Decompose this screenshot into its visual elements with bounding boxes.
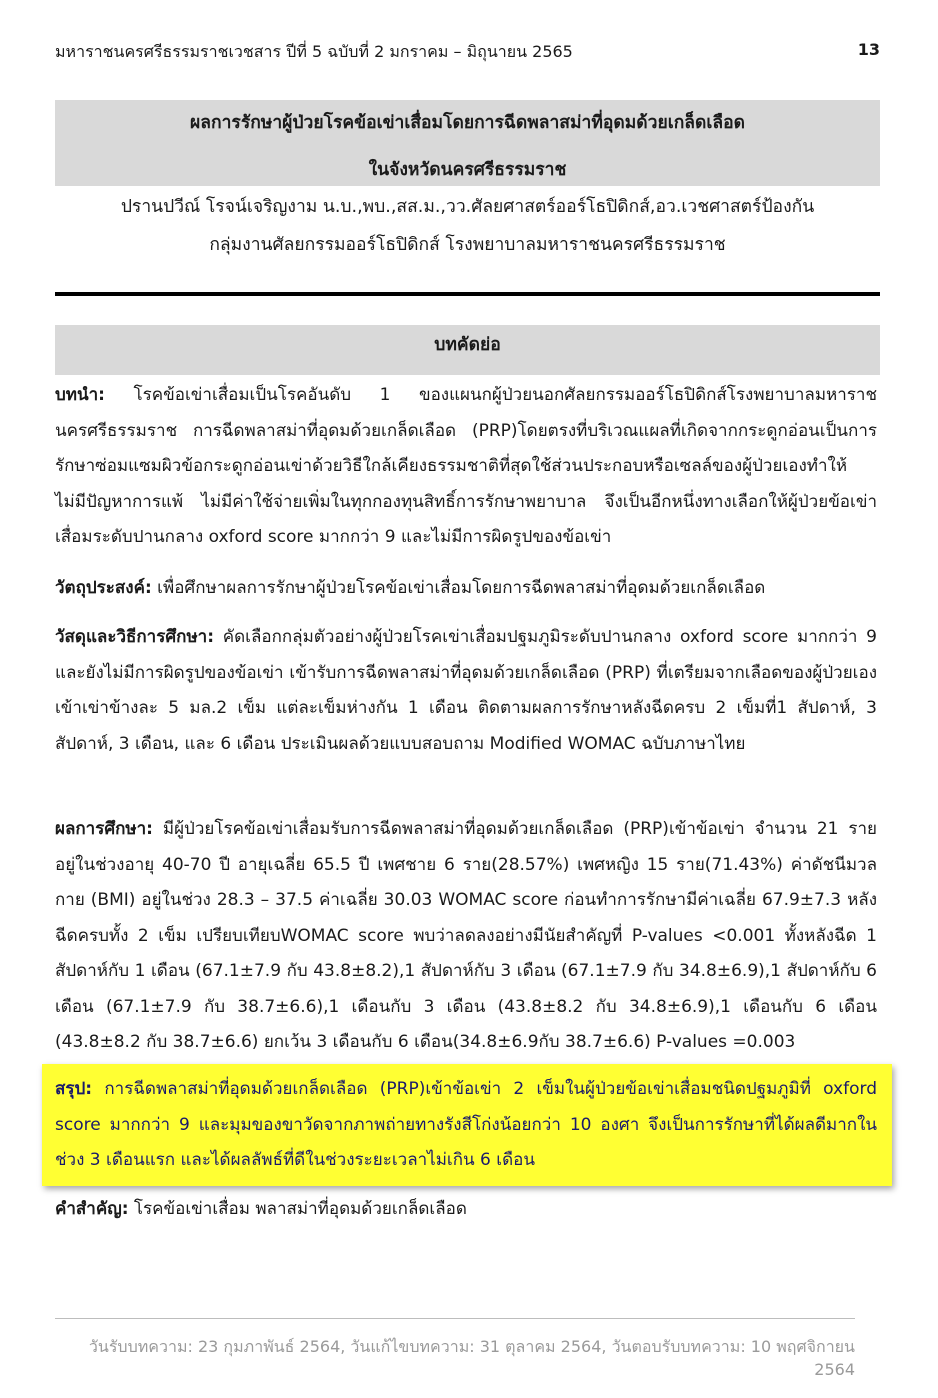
intro-label: บทนำ: <box>55 385 105 405</box>
objective-text: เพื่อศึกษาผลการรักษาผู้ป่วยโรคข้อเข่าเสื่อมโดยการฉีดพลาสม่าที่อุดมด้วยเกล็ดเลือด <box>151 578 766 598</box>
keywords-text: โรคข้อเข่าเสื่อม พลาสม่าที่อุดมด้วยเกล็ดเลือด <box>128 1199 467 1219</box>
running-head <box>55 40 880 65</box>
results-text: มีผู้ป่วยโรคข้อเข่าเสื่อมรับการฉีดพลาสม่าที่อุดมด้วยเกล็ดเลือด (PRP)เข้าข้อเข่า จำนวน 21 ราย อยู่ในช่วงอายุ 40-70 ปี อายุเฉลี่ย 65.5 ปี เพศชาย 6 ราย(28.57%) เพศหญิง 15 ราย(71.43%) ค่าดัชนีมวลกาย (BMI) อยู่ในช่วง 28.3 – 37.5 ค่าเฉลี่ย 30.03 WOMAC score ก่อนทำการรักษามีค่าเฉลี่ย 67.9±7.3 หลังฉีดครบทั้ง 2 เข็ม เปรียบเทียบWOMAC score พบว่าลดลงอย่างมีนัยสำคัญที่ P-values <0.001 ทั้งหลังฉีด 1 สัปดาห์กับ 1 เดือน (67.1±7.9 กับ 43.8±8.2),1 สัปดาห์กับ 3 เดือน (67.1±7.9 กับ 34.8±6.9),1 สัปดาห์กับ 6 เดือน (67.1±7.9 กับ 38.7±6.6),1 เดือนกับ 3 เดือน (43.8±8.2 กับ 34.8±6.9),1 เดือนกับ 6 เดือน (43.8±8.2 กับ 38.7±6.6) ยกเว้น 3 เดือนกับ 6 เดือน(34.8±6.9กับ 38.7±6.6) P-values =0.003 <box>55 819 877 1052</box>
article-title-line2: ในจังหวัดนครศรีธรรมราช <box>368 160 567 180</box>
divider-rule <box>55 292 880 296</box>
abstract-conclusion <box>55 1072 877 1179</box>
journal-running-head: มหาราชนครศรีธรรมราชเวชสาร ปีที่ 5 ฉบับที่ 2 มกราคม – มิถุนายน 2565 <box>55 42 573 61</box>
footer-dates: วันรับบทความ: 23 กุมภาพันธ์ 2564, วันแก้ไขบทความ: 31 ตุลาคม 2564, วันตอบรับบทความ: 10 พฤศจิกายน 2564 <box>88 1337 855 1379</box>
page-number: 13 <box>857 40 880 59</box>
abstract-results <box>55 812 877 1061</box>
author-name: ปรานปวีณ์ โรจน์เจริญงาม น.บ.,พบ.,สส.ม.,วว.ศัลยศาสตร์ออร์โธปิดิกส์,อว.เวชศาสตร์ป้องกัน <box>120 197 815 217</box>
keywords-label: คำสำคัญ: <box>55 1199 129 1219</box>
footer-rule <box>55 1318 855 1319</box>
conclusion-label: สรุป: <box>55 1079 93 1099</box>
objective-label: วัตถุประสงค์: <box>55 578 152 598</box>
abstract-keywords <box>55 1192 877 1228</box>
title-band <box>55 100 880 186</box>
methods-label: วัสดุและวิธีการศึกษา: <box>55 627 214 647</box>
abstract-objective <box>55 571 877 607</box>
abstract-intro <box>55 378 877 556</box>
results-label: ผลการศึกษา: <box>55 819 153 839</box>
abstract-heading: บทคัดย่อ <box>55 325 880 375</box>
author-affiliation: กลุ่มงานศัลยกรรมออร์โธปิดิกส์ โรงพยาบาลมหาราชนครศรีธรรมราช <box>209 235 726 255</box>
conclusion-highlight <box>42 1064 892 1186</box>
intro-text: โรคข้อเข่าเสื่อมเป็นโรคอันดับ 1 ของแผนกผู้ป่วยนอกศัลยกรรมออร์โธปิดิกส์โรงพยาบาลมหาราชนครศรีธรรมราช การฉีดพลาสม่าที่อุดมด้วยเกล็ดเลือด (PRP)โดยตรงที่บริเวณแผลที่เกิดจากกระดูกอ่อนเป็นการรักษาซ่อมแซมผิวข้อกระดูกอ่อนเข่าด้วยวิธีใกล้เคียงธรรมชาติที่สุดใช้ส่วนประกอบหรือเซลล์ของผู้ป่วยเองทำให้ไม่มีปัญหาการแพ้ ไม่มีค่าใช้จ่ายเพิ่มในทุกกองทุนสิทธิ์การรักษาพยาบาล จึงเป็นอีกหนึ่งทางเลือกให้ผู้ป่วยข้อเข่าเสื่อมระดับปานกลาง oxford score มากกว่า 9 และไม่มีการผิดรูปของข้อเข่า <box>55 385 877 547</box>
methods-text: คัดเลือกกลุ่มตัวอย่างผู้ป่วยโรคเข่าเสื่อมปฐมภูมิระดับปานกลาง oxford score มากกว่า 9 และยังไม่มีการผิดรูปของข้อเข่า เข้ารับการฉีดพลาสม่าที่อุดมด้วยเกล็ดเลือด (PRP) ที่เตรียมจากเลือดของผู้ป่วยเองเข้าเข่าข้างละ 5 มล.2 เข็ม แต่ละเข็มห่างกัน 1 เดือน ติดตามผลการรักษาหลังฉีดครบ 2 เข็มที่1 สัปดาห์, 3 สัปดาห์, 3 เดือน, และ 6 เดือน ประเมินผลด้วยแบบสอบถาม Modified WOMAC ฉบับภาษาไทย <box>55 627 877 754</box>
article-title-line1: ผลการรักษาผู้ป่วยโรคข้อเข่าเสื่อมโดยการฉีดพลาสม่าที่อุดมด้วยเกล็ดเลือด <box>190 113 745 133</box>
conclusion-text: การฉีดพลาสม่าที่อุดมด้วยเกล็ดเลือด (PRP)เข้าข้อเข่า 2 เข็มในผู้ป่วยข้อเข่าเสื่อมชนิดปฐมภูมิที่ oxford score มากกว่า 9 และมุมของขาวัดจากภาพถ่ายทางรังสีโก่งน้อยกว่า 10 องศา จึงเป็นการรักษาที่ได้ผลดีมากในช่วง 3 เดือนแรก และได้ผลลัพธ์ที่ดีในช่วงระยะเวลาไม่เกิน 6 เดือน <box>55 1079 877 1170</box>
abstract-methods <box>55 620 877 762</box>
